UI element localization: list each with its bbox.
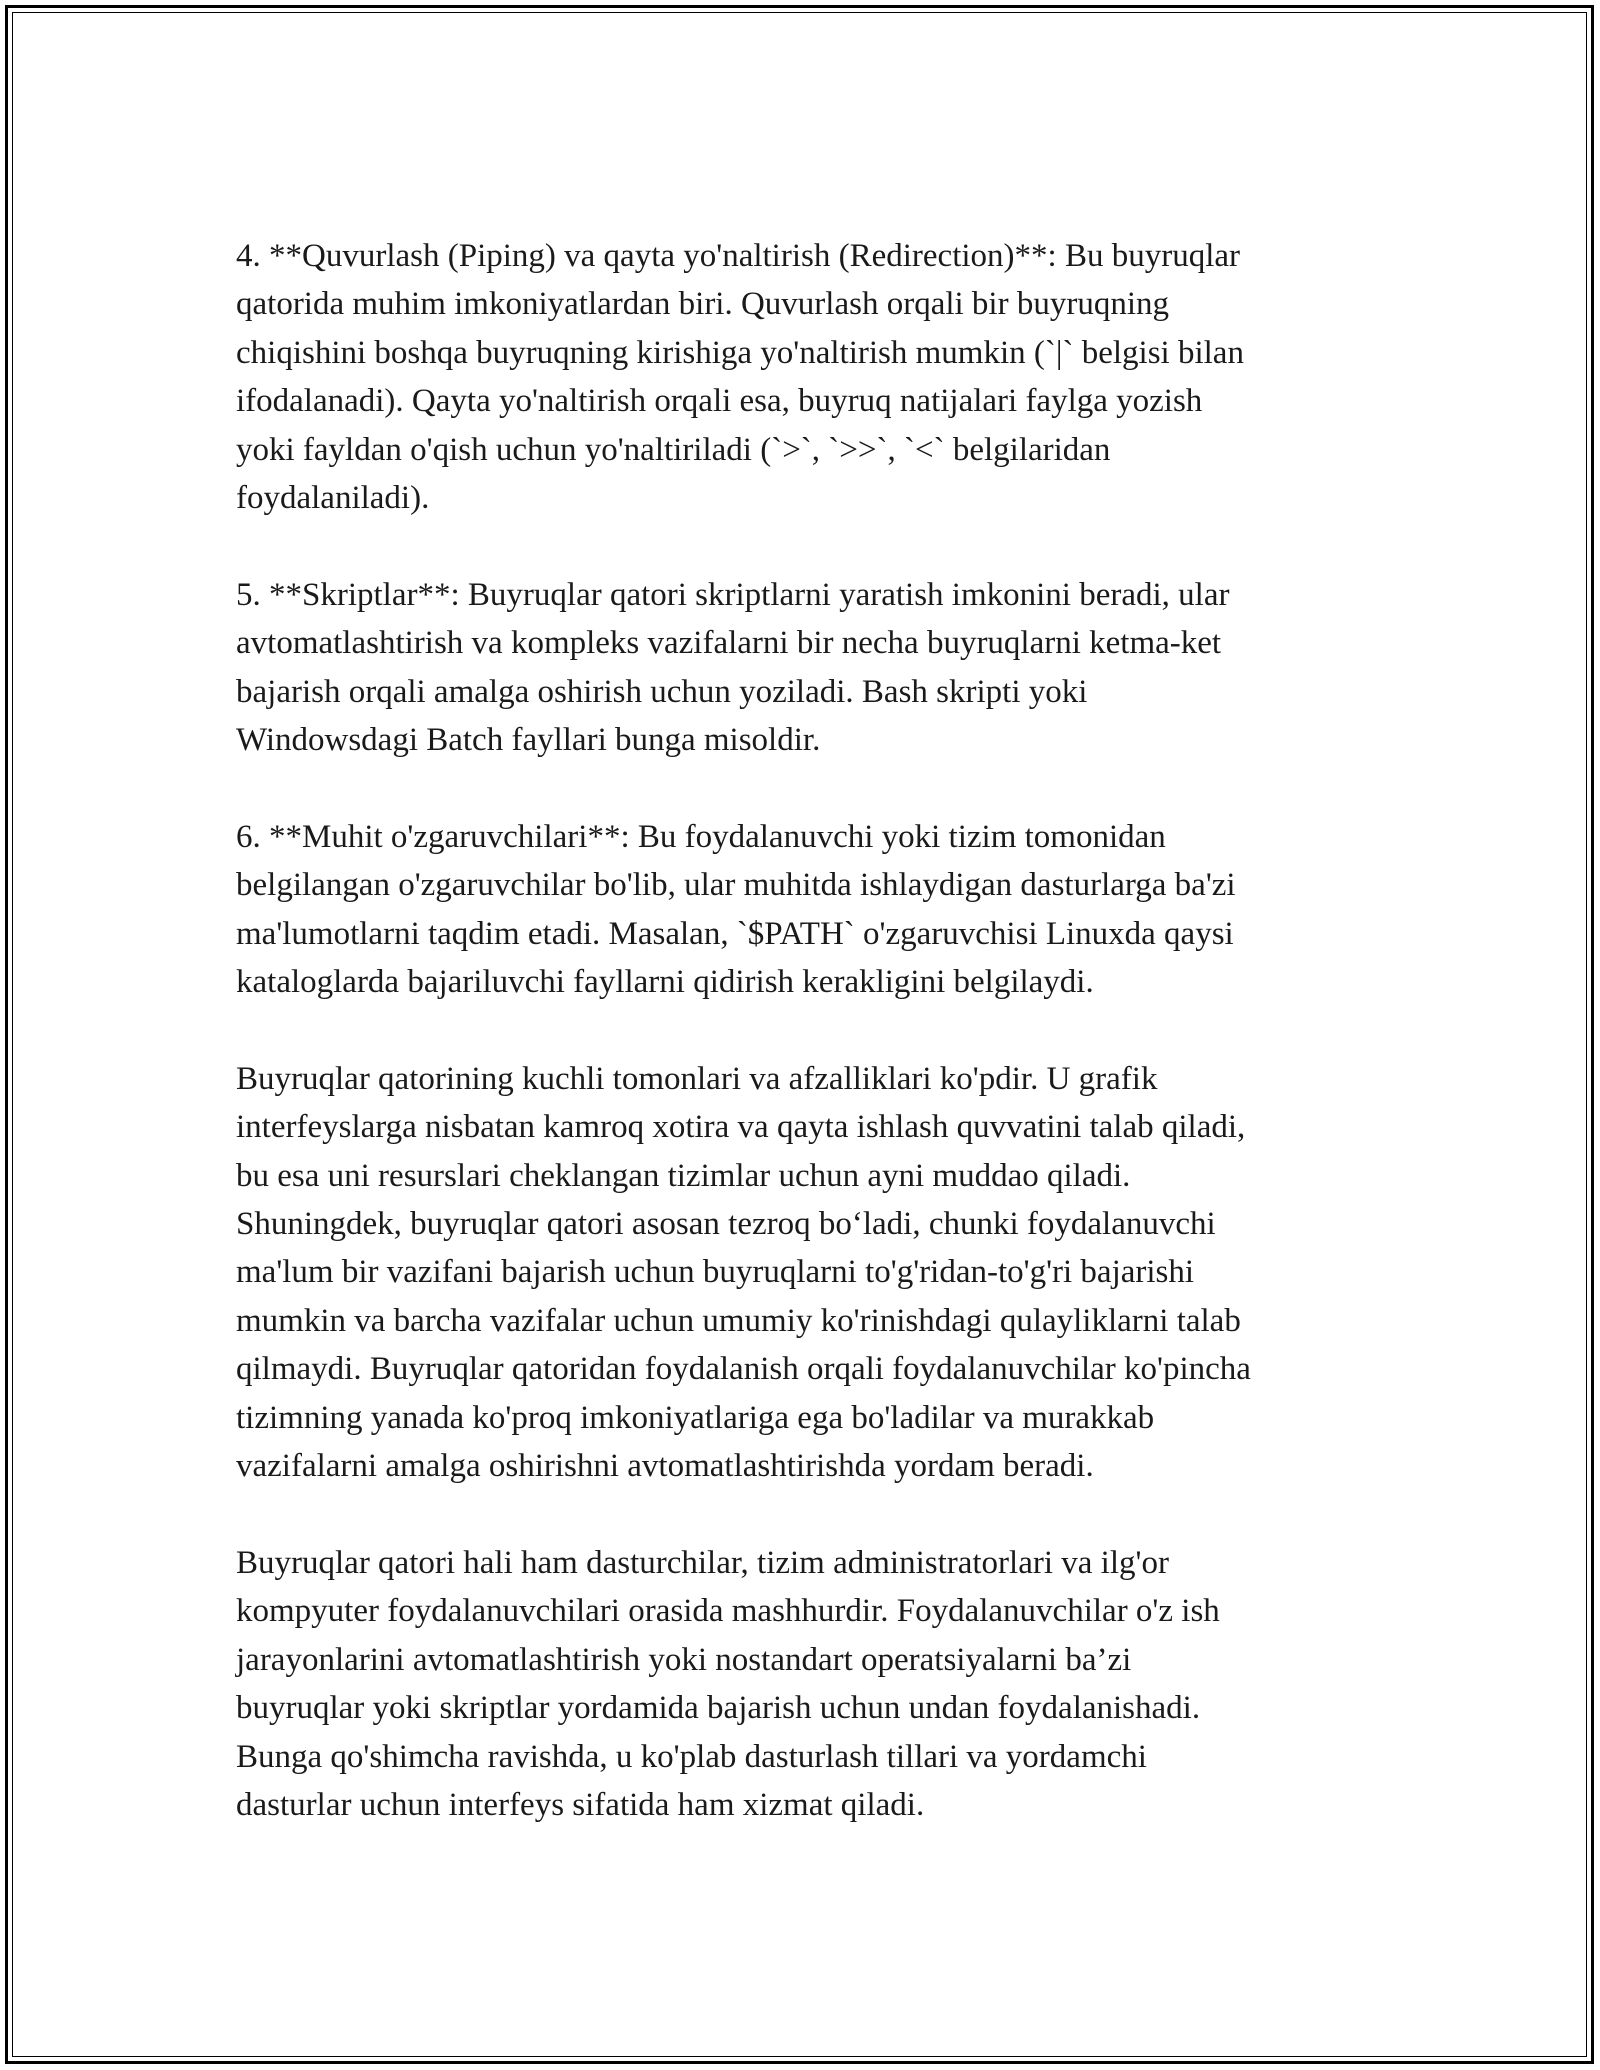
- paragraph-advantages: Buyruqlar qatorining kuchli tomonlari va afzalliklari ko'pdir. U grafik interfeyslarga nisbatan kamroq xotira va qayta ishlash quvvatini talab qiladi, bu esa uni resurslari cheklangan tizimlar uchun ayni muddao qiladi. Shuningdek, buyruqlar qatori asosan tezroq bo‘ladi, chunki foydalanuvchi ma'lum bir vazifani bajarish uchun buyruqlarni to'g'ridan-to'g'ri bajarishi mumkin va barcha vazifalar uchun umumiy ko'rinishdagi qulayliklarni talab qilmaydi. Buyruqlar qatoridan foydalanish orqali foydalanuvchilar ko'pincha tizimning yanada ko'proq imkoniyatlariga ega bo'ladilar va murakkab vazifalarni amalga oshirishni avtomatlashtirishda yordam beradi.: [236, 1060, 1251, 1485]
- paragraph-scripts: 5. **Skriptlar**: Buyruqlar qatori skriptlarni yaratish imkonini beradi, ular avtomatlashtirish va kompleks vazifalarni bir necha buyruqlarni ketma-ket bajarish orqali amalga oshirish uchun yoziladi. Bash skripti yoki Windowsdagi Batch fayllari bunga misoldir.: [236, 576, 1230, 759]
- document-body: [236, 232, 1376, 1829]
- paragraph-piping-redirection: 4. **Quvurlash (Piping) va qayta yo'naltirish (Redirection)**: Bu buyruqlar qatorida muhim imkoniyatlardan biri. Quvurlash orqali bir buyruqning chiqishini boshqa buyruqning kirishiga yo'naltirish mumkin (`|` belgisi bilan ifodalanadi). Qayta yo'naltirish orqali esa, buyruq natijalari faylga yozish yoki fayldan o'qish uchun yo'naltiriladi (`>`, `>>`, `<` belgilaridan foydalaniladi).: [236, 238, 1244, 517]
- paragraph-popularity: Buyruqlar qatori hali ham dasturchilar, tizim administratorlari va ilg'or kompyuter foydalanuvchilari orasida mashhurdir. Foydalanuvchilar o'z ish jarayonlarini avtomatlashtirish yoki nostandart operatsiyalarni ba’zi buyruqlar yoki skriptlar yordamida bajarish uchun undan foydalanishadi. Bunga qo'shimcha ravishda, u ko'plab dasturlash tillari va yordamchi dasturlar uchun interfeys sifatida ham xizmat qiladi.: [236, 1544, 1220, 1823]
- paragraph-environment-variables: 6. **Muhit o'zgaruvchilari**: Bu foydalanuvchi yoki tizim tomonidan belgilangan o'zgaruvchilar bo'lib, ular muhitda ishlaydigan dasturlarga ba'zi ma'lumotlarni taqdim etadi. Masalan, `$PATH` o'zgaruvchisi Linuxda qaysi kataloglarda bajariluvchi fayllarni qidirish kerakligini belgilaydi.: [236, 818, 1236, 1001]
